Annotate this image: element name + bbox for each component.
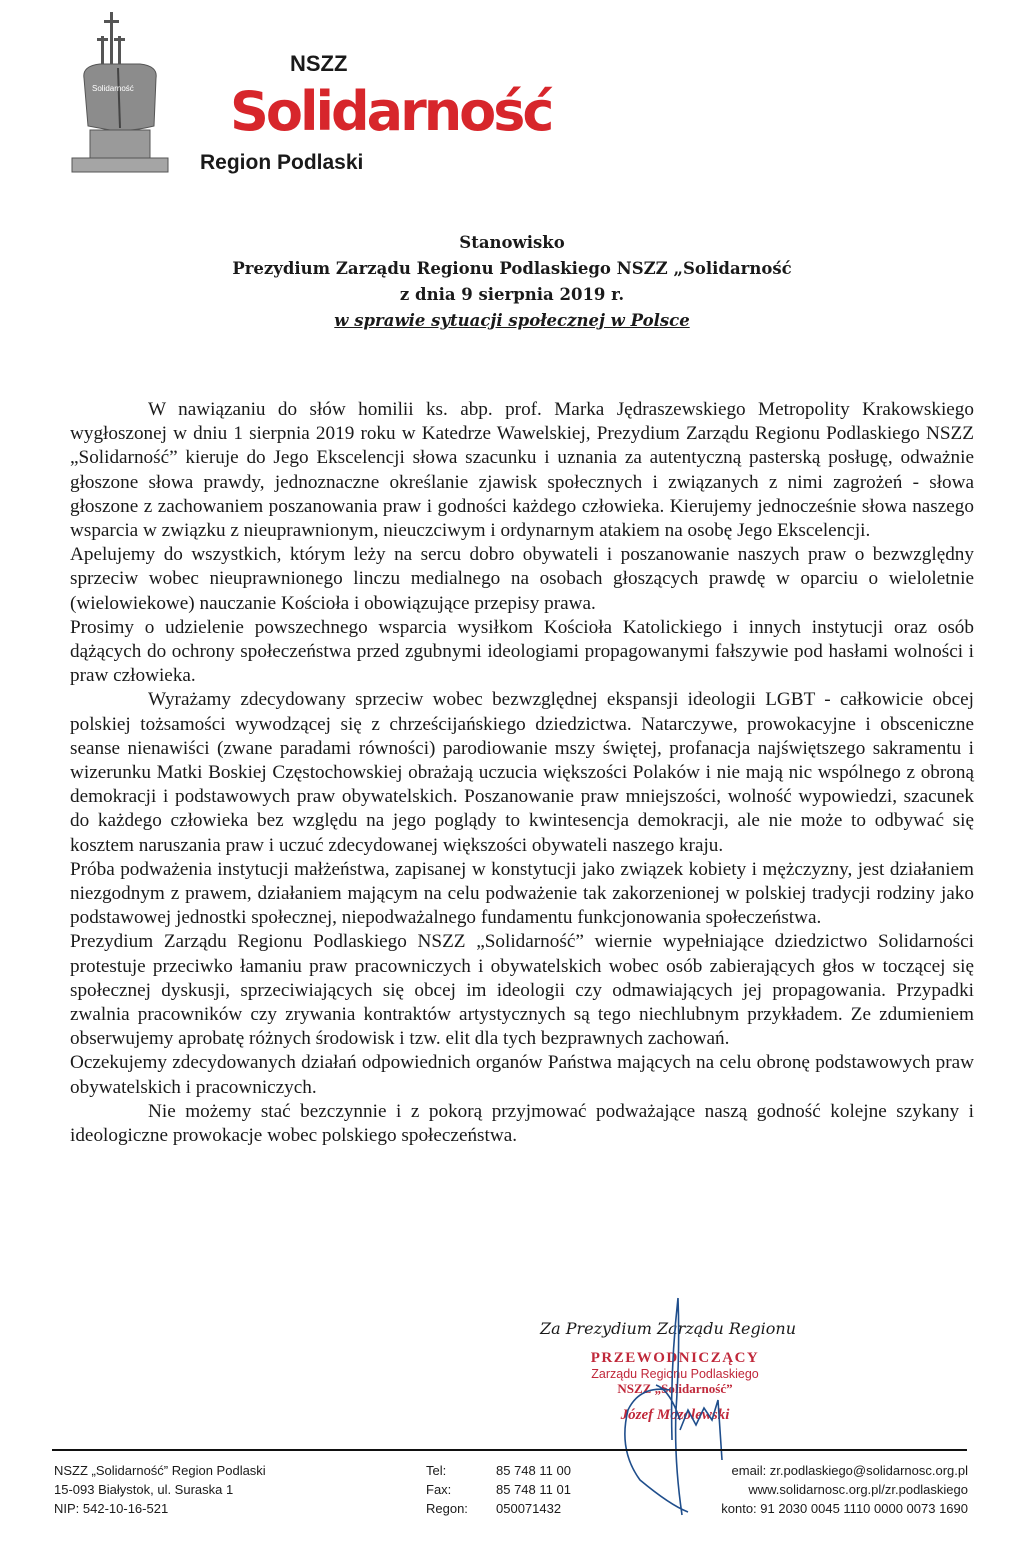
footer-contacts	[426, 1461, 571, 1518]
stamp-line2: Zarządu Regionu Podlaskiego	[591, 1367, 759, 1381]
document-subject: w sprawie sytuacji społecznej w Polsce	[334, 311, 690, 330]
footer-org: NSZZ „Solidarność” Region Podlaski	[54, 1463, 266, 1478]
logo-solidarnosc: Solidarność	[230, 80, 552, 143]
paragraph: Apelujemy do wszystkich, którym leży na sercu dobro obywateli i poszanowanie naszych praw o bezwzględny sprzeciw wobec nieuprawnionego linczu medialnego na osobach głoszących prawdę w oparciu o wieloletnie (wielowiekowe) nauczanie Kościoła i obowiązujące przepisy prawa.	[70, 544, 974, 614]
tel-label: Tel:	[426, 1463, 447, 1478]
footer-address	[54, 1461, 266, 1518]
paragraph: Nie możemy stać bezczynnie i z pokorą przyjmować podważające naszą godność kolejne szykany i ideologiczne prowokacje wobec polskiego społeczeństwa.	[70, 1100, 974, 1147]
footer-online	[721, 1461, 968, 1518]
stamp-line3: NSZZ „Solidarność”	[617, 1381, 733, 1396]
paragraph: Próba podważenia instytucji małżeństwa, zapisanej w konstytucji jako związek kobiety i mężczyzny, jest działaniem niezgodnym z prawem, działaniem mającym na celu podważenie tak zakorzenionej w polskiej tradycji rodziny jako podstawowej jednostki społecznej, niepodważalnego fundamentu funkcjonowania społeczeństwa.	[70, 858, 974, 929]
stamp-title: PRZEWODNICZĄCY	[590, 1350, 760, 1366]
document-body	[70, 398, 974, 1148]
footer-nip: NIP: 542-10-16-521	[54, 1501, 169, 1516]
solidarnosc-logo	[70, 8, 552, 180]
footer-bank-account: konto: 91 2030 0045 1110 0000 0073 1690	[721, 1501, 968, 1516]
signature-intro: Za Prezydium Zarządu Regionu	[540, 1319, 797, 1338]
paragraph: Prezydium Zarządu Regionu Podlaskiego NSZZ „Solidarność” wiernie wypełniające dziedzictwo Solidarności protestuje przeciwko łamaniu praw pracowniczych i obywatelskich wobec osób zabierających głos w toczącej się społecznej dyskusji, sprzeciwiających się obcej im ideologii czy odmawiających jej propagowania. Przypadki zwalnia pracowników czy zrywania kontraktów artystycznych są tego niechlubnym przykładem. Ze zdumieniem obserwujemy aprobatę różnych środowisk i tzw. elit dla tych bezprawnych zachowań.	[70, 931, 974, 1050]
logo-region: Region Podlaski	[200, 151, 364, 174]
document-title: Stanowisko	[459, 233, 565, 252]
document-date: z dnia 9 sierpnia 2019 r.	[399, 285, 625, 304]
official-stamp	[565, 1350, 785, 1424]
stamp-name: Józef Mozolewski	[620, 1407, 730, 1423]
regon-label: Regon:	[426, 1501, 468, 1516]
document-issuer: Prezydium Zarządu Regionu Podlaskiego NSZZ „Solidarność	[232, 259, 792, 278]
footer-divider	[52, 1449, 967, 1451]
paragraph: Prosimy o udzielenie powszechnego wsparcia wysiłkom Kościoła Katolickiego i innych instytucji oraz osób dążących do ochrony społeczeństwa przed zgubnymi ideologiami propagowanymi fałszywie pod hasłami wolności i praw człowieka.	[70, 616, 974, 687]
fax-value: 85 748 11 01	[496, 1482, 571, 1497]
monument-icon	[70, 8, 180, 180]
document-heading	[0, 230, 1024, 334]
footer-website: www.solidarnosc.org.pl/zr.podlaskiego	[748, 1482, 968, 1497]
tel-value: 85 748 11 00	[496, 1463, 571, 1478]
paragraph: Oczekujemy zdecydowanych działań odpowiednich organów Państwa mających na celu obronę podstawowych praw obywatelskich i pracowniczych.	[70, 1052, 974, 1098]
paragraph: W nawiązaniu do słów homilii ks. abp. prof. Marka Jędraszewskiego Metropolity Krakowskiego wygłoszonej w dniu 1 sierpnia 2019 roku w Katedrze Wawelskiej, Prezydium Zarządu Regionu Podlaskiego NSZZ „Solidarność” kieruje do Jego Ekscelencji słowa szacunku i uznania za autentyczną pasterską posługę, odważnie głoszone słowa prawdy, jednoznaczne określanie zjawisk społecznych i związanych z nimi zagrożeń - słowa głoszone z zachowaniem poszanowania praw i godności każdego człowieka. Kierujemy jednocześnie słowa naszego wsparcia w związku z nieuprawnionym, nieuczciwym i ordynarnym atakiem na osobę Jego Ekscelencji.	[70, 399, 974, 542]
logo-nszz: NSZZ	[290, 51, 348, 76]
monument-inscription: Solidarność	[92, 84, 134, 93]
paragraph: Wyrażamy zdecydowany sprzeciw wobec bezwzględnej ekspansji ideologii LGBT - całkowicie obcej polskiej tożsamości wywodzącej się z chrześcijańskiego dziedzictwa. Natarczywe, prowokacyjne i obsceniczne seanse nienawiści (zwane paradami równości) parodiowanie mszy świętej, profanacja najświętszego sakramentu i wizerunku Matki Boskiej Częstochowskiej obrażają uczucia większości Polaków i nie mają nic wspólnego z obroną demokracji i podstawowych praw obywatelskich. Poszanowanie praw mniejszości, wolność wypowiedzi, szacunek do każdego człowieka bez względu na jego poglądy to kwintesencja demokracji, ale nie może to odbywać się kosztem naruszania praw i uczuć zdecydowanej większości obywateli naszego kraju.	[70, 689, 974, 856]
footer-street: 15-093 Białystok, ul. Suraska 1	[54, 1482, 234, 1497]
regon-value: 050071432	[496, 1501, 562, 1516]
footer-email: email: zr.podlaskiego@solidarnosc.org.pl	[731, 1463, 968, 1478]
fax-label: Fax:	[426, 1482, 452, 1497]
